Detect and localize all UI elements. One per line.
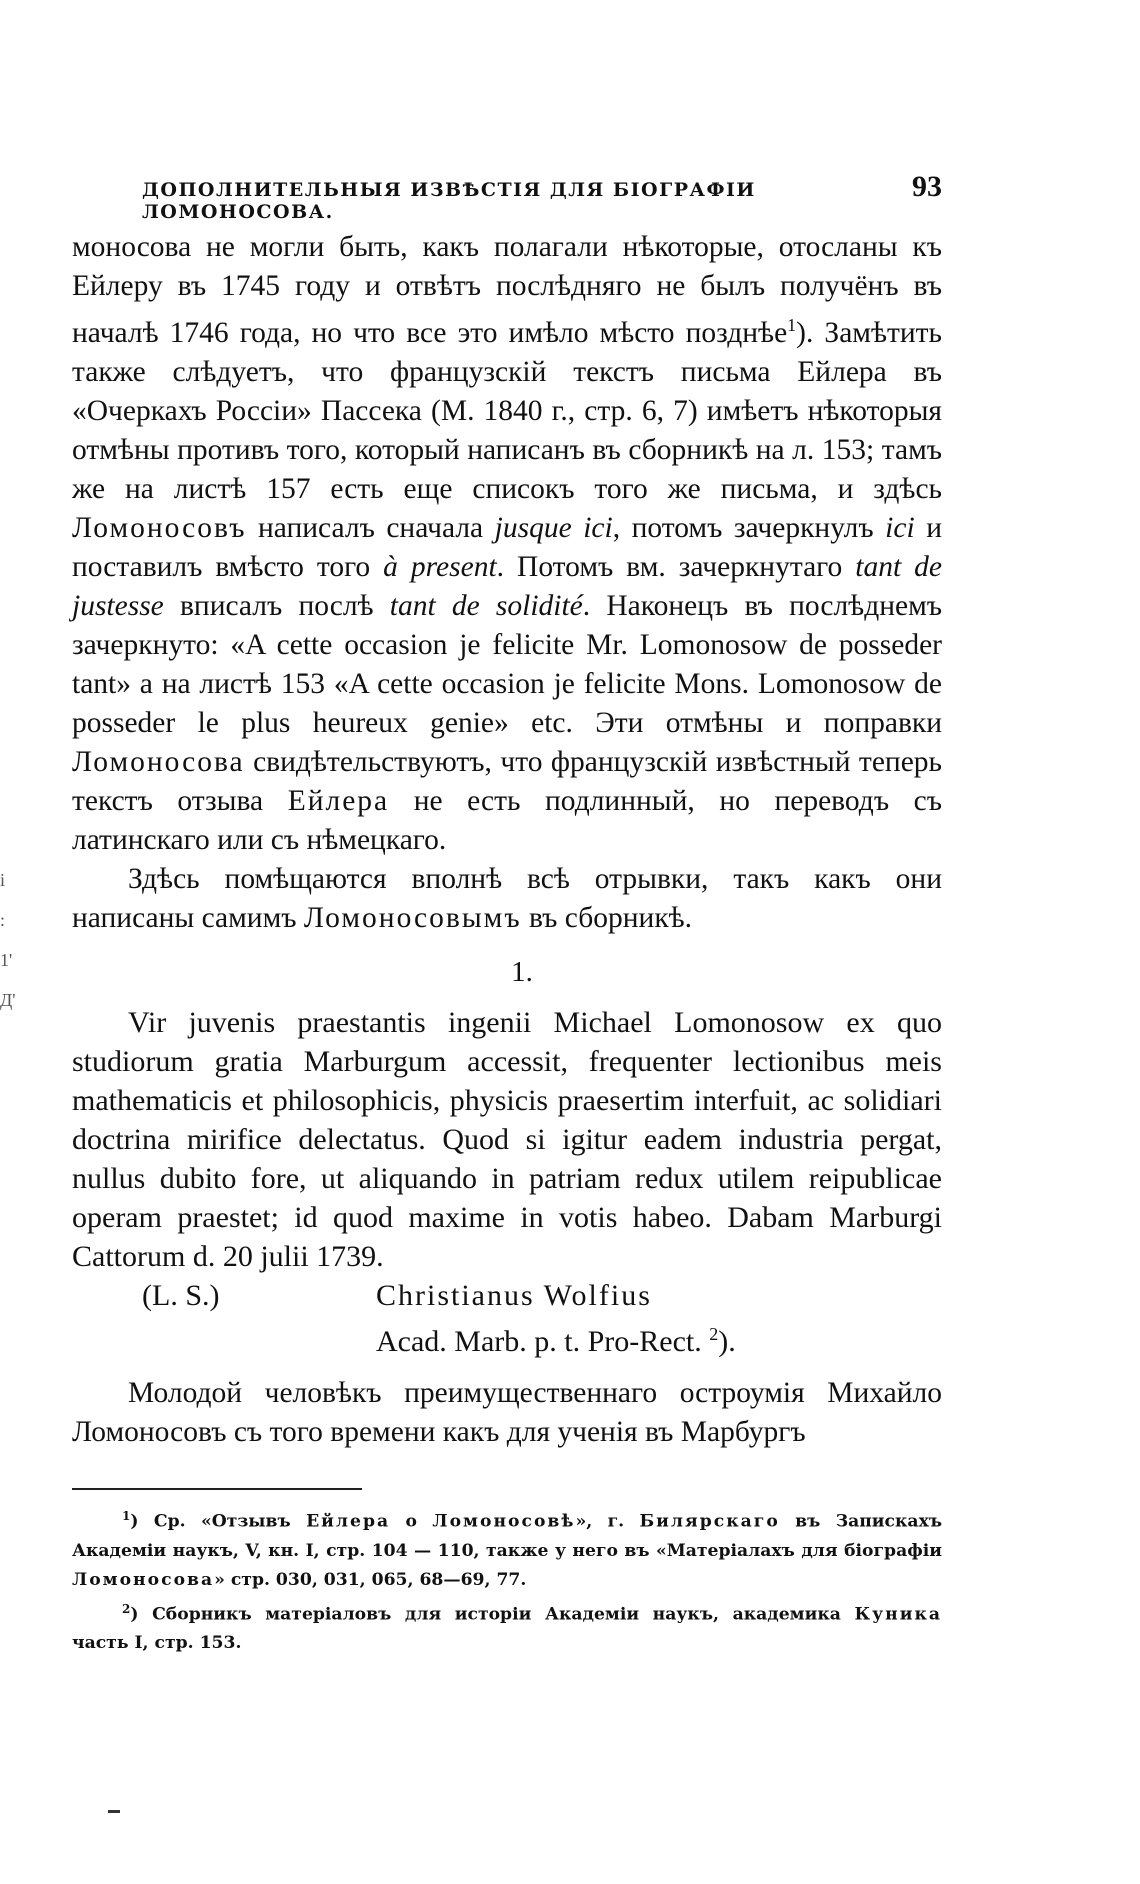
text-run: написалъ сначала [246,511,495,544]
italic-run: ici [885,511,915,544]
text-run: не есть подлинный, но переводъ съ латинскаго или съ нѣмецкаго. [72,784,942,856]
italic-run: tant de justesse [72,550,942,622]
text-run: Ломоносовымъ [303,901,522,934]
text-run: ). Замѣтить также слѣдуетъ, что французскій текстъ письма Ейлера въ «Очеркахъ Россіи» Пассека (М. 1840 г., стр. 6, 7) имѣетъ нѣкоторыя отмѣны противъ того, который написанъ въ сборникѣ на л. 153; тамъ же на листѣ 157 есть еще списокъ того же письма, и здѣсь [72,316,942,505]
signature-name: Christianus Wolfius [376,1278,652,1312]
text-run: Acad. Marb. p. t. Pro-Rect. [376,1324,702,1358]
paragraph-2 [72,860,942,938]
text-run: въ Запискахъ Академіи наукъ, V, кн. I, стр. 104 — 110, также у него въ «Матеріалахъ для біографіи [72,1511,943,1561]
text-run: въ сборникѣ. [521,901,693,934]
text-run: ) Ср. «Отзывъ [130,1511,307,1532]
seal-mark: (L. S.) [142,1278,220,1312]
text-run: свидѣтельствуютъ, что французскій извѣстный теперь текстъ отзыва [72,745,942,817]
italic-run: à present [383,550,497,583]
text-run: Здѣсь помѣщаются вполнѣ всѣ отрывки, такъ какъ они написаны самимъ [72,862,942,934]
paragraph-3: Молодой человѣкъ преимущественнаго остроумія Михайло Ломоносовъ съ того времени какъ для ученія въ Марбургъ [72,1376,942,1448]
scan-mark [108,1810,120,1813]
text-run: часть I, стр. 153. [72,1633,242,1654]
margin-mark: Д' [0,990,16,1010]
footnote-ref-1[interactable]: 1 [787,315,797,335]
footnote-2 [72,1595,942,1659]
text-run: ). [718,1324,736,1358]
text-run: », г. [575,1511,640,1532]
signature-title [376,1315,736,1361]
text-run: Куника [854,1604,942,1625]
footnote-1 [72,1502,942,1595]
running-title: ДОПОЛНИТЕЛЬНЫЯ ИЗВѢСТІЯ ДЛЯ БІОГРАФІИ ЛОМОНОСОВА. [142,179,756,223]
footnote-divider [72,1488,362,1490]
text-run: . Наконецъ въ послѣднемъ зачеркнуто: «A cette occasion je felicite Mr. Lomonosow de posseder tant» а на листѣ 153 «A cette occasion je felicite Mons. Lomonosow de posseder le plus heureux genie» etc. Эти отмѣны и поправки [72,589,943,739]
text-run: , потомъ зачеркнулъ [612,511,886,544]
text-run: » стр. 030, 031, 065, 68—69, 77. [214,1569,527,1590]
running-header [72,170,942,223]
page-number: 93 [912,170,942,203]
text-run: Ломоносова [72,1569,215,1590]
text-run: моносова не могли быть, какъ полагали нѣкоторые, отосланы къ Ейлеру въ 1745 году и отвѣтъ послѣдняго не былъ получёнъ въ началѣ 1746 года, но что все это имѣло мѣсто позднѣе [72,231,942,349]
signature-block [72,1276,942,1358]
text-run: Ломоносова [72,745,245,778]
margin-mark: : [0,910,6,930]
text-run: Ейлера [306,1511,391,1532]
italic-run: tant de solidité [389,589,583,622]
text-run: Ломоносовѣ [432,1511,576,1532]
latin-letter: Vir juvenis praestantis ingenii Michael Lomonosow ex quo studiorum gratia Marburgum accessit, frequenter lectionibus meis mathematicis et philosophicis, physicis praesertim interfuit, ac solidiari doctrina mirifice delectatus. Quod si igitur eadem industria pergat, nullus dubito fore, ut aliquando in patriam redux utilem reipublicae operam praestet; id quod maxime in votis habeo. Dabam Marburgi Cattorum d. 20 julii 1739. [72,1005,942,1273]
text-run: и поставилъ вмѣсто того [72,511,942,583]
footnote-mark: 2 [122,1601,131,1616]
paragraph-1 [72,228,942,860]
text-run: Ейлера [287,784,390,817]
footnote-ref-2[interactable]: 2 [709,1323,719,1344]
text-run: . Потомъ вм. зачеркнутаго [496,550,856,583]
book-page [72,170,942,1658]
text-run: ) Сборникъ матеріаловъ для исторіи Академіи наукъ, академика [130,1604,855,1625]
text-run: Ломоносовъ [72,511,247,544]
footnote-mark: 1 [122,1508,131,1523]
text-run: о [390,1511,433,1532]
text-run: Билярскаго [639,1511,780,1532]
text-run: вписалъ послѣ [163,589,390,622]
section-number: 1. [511,955,533,988]
margin-mark: i [0,870,6,890]
left-margin-marks [0,860,14,1020]
margin-mark: 1' [0,950,13,970]
italic-run: jusque ici [494,511,613,544]
